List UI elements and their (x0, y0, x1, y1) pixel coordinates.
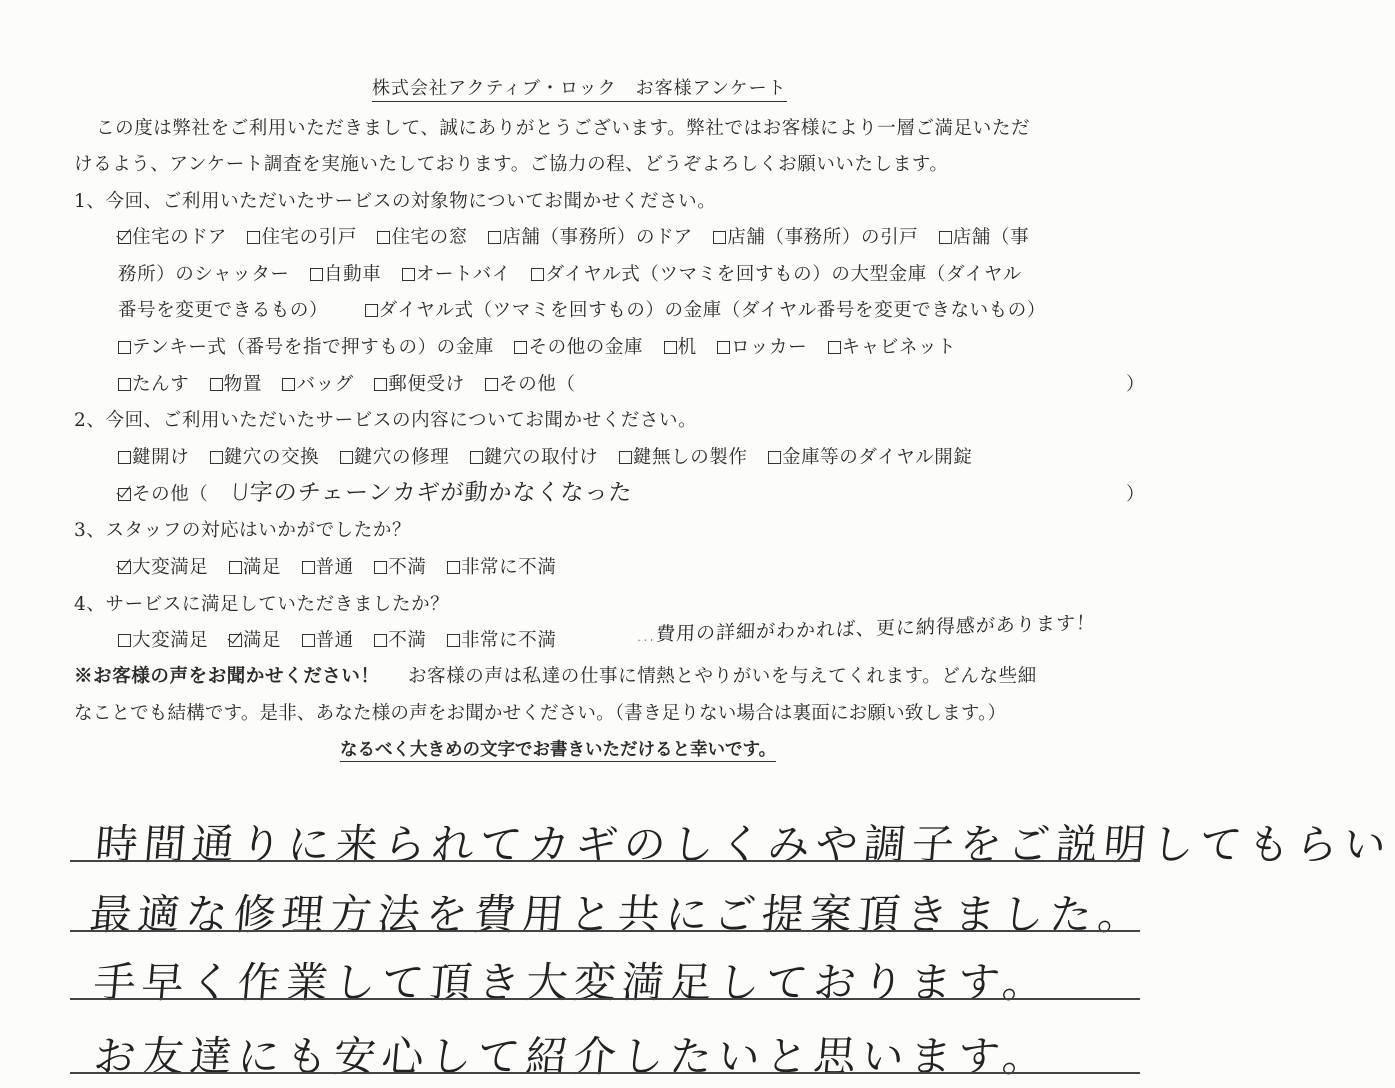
comment-line-2[interactable]: 最適な修理方法を費用と共にご提案頂きました。 (87, 890, 1148, 939)
checkbox-kagi-nashi[interactable] (619, 451, 632, 464)
checkbox-other-safe[interactable] (514, 341, 527, 354)
checkbox-tenpo-hikido[interactable] (713, 231, 726, 244)
checkbox-dial-safe[interactable] (365, 304, 378, 317)
checkbox-q3-hijo-fuman[interactable] (447, 561, 460, 574)
q1-row-3: 番号を変更できるもの） ダイヤル式（ツマミを回すもの）の金庫（ダイヤル番号を変更できないもの） (118, 300, 1046, 321)
checkbox-desk[interactable] (664, 341, 677, 354)
survey-title: 株式会社アクティブ・ロック お客様アンケート (372, 74, 787, 102)
comment-rule-1 (70, 860, 1140, 862)
checkbox-tenpo-shutter[interactable] (939, 231, 952, 244)
checkbox-cabinet[interactable] (828, 341, 841, 354)
checkbox-locker[interactable] (717, 341, 730, 354)
q2-other-close: ） (1126, 484, 1145, 505)
comment-line-1[interactable]: 時間通りに来られてカギのしくみや調子をご説明してもらい (93, 820, 1394, 869)
checkbox-jutaku-door[interactable] (118, 231, 131, 244)
voice-text-1: お客様の声は私達の仕事に情熱とやりがいを与えてくれます。どんな些細 (408, 666, 1037, 687)
checkbox-dial-kaijo[interactable] (768, 451, 781, 464)
checkbox-tansu[interactable] (118, 378, 131, 391)
checkbox-q4-hijo-fuman[interactable] (447, 634, 460, 647)
q3-options: 大変満足 満足 普通 不満 非常に不満 (118, 553, 556, 579)
q2-question: 2、今回、ご利用いただいたサービスの内容についてお聞かせください。 (74, 410, 698, 431)
intro-line-1: この度は弊社をご利用いただきまして、誠にありがとうございます。弊社ではお客様により一層ご満足いただ (96, 118, 1031, 139)
q2-options: 鍵開け 鍵穴の交換 鍵穴の修理 鍵穴の取付け 鍵無しの製作 金庫等のダイヤル開錠 (118, 443, 972, 469)
voice-heading: ※お客様の声をお聞かせください！ (74, 666, 380, 687)
voice-large-text-note: なるべく大きめの文字でお書きいただけると幸いです。 (340, 736, 776, 762)
checkbox-q4-manzoku[interactable] (229, 634, 242, 647)
checkbox-dial-large-safe[interactable] (531, 268, 544, 281)
checkbox-tenpo-door[interactable] (488, 231, 501, 244)
q1-row-5: たんす 物置 バッグ 郵便受け その他（ (118, 370, 576, 396)
checkbox-kagiana-kokan[interactable] (210, 451, 223, 464)
checkbox-bag[interactable] (282, 378, 295, 391)
q1-row-2: 務所）のシャッター 自動車 オートバイ ダイヤル式（ツマミを回すもの）の大型金庫（ダイヤル (118, 264, 1022, 285)
comment-line-4[interactable]: お友達にも安心して紹介したいと思います。 (91, 1032, 1053, 1081)
q2-other-handwriting[interactable]: U字のチェーンカギが動かなくなった (230, 480, 634, 506)
checkbox-q1-other[interactable] (485, 378, 498, 391)
q1-question: 1、今回、ご利用いただいたサービスの対象物についてお聞かせください。 (74, 191, 717, 212)
comment-line-3[interactable]: 手早く作業して頂き大変満足しております。 (91, 958, 1053, 1007)
checkbox-q4-taihen-manzoku[interactable] (118, 634, 131, 647)
checkbox-q4-futsu[interactable] (302, 634, 315, 647)
checkbox-q2-other[interactable] (118, 488, 131, 501)
q1-row-4: テンキー式（番号を指で押すもの）の金庫 その他の金庫 机 ロッカー キャビネット (118, 333, 956, 359)
comment-rule-2 (70, 930, 1140, 932)
q4-question: 4、サービスに満足していただきましたか？ (74, 594, 450, 615)
checkbox-kagiana-toritsuke[interactable] (470, 451, 483, 464)
checkbox-monooki[interactable] (210, 378, 223, 391)
checkbox-jutaku-mado[interactable] (377, 231, 390, 244)
checkbox-autobike[interactable] (402, 268, 415, 281)
q2-other-row: その他（ (118, 480, 208, 506)
voice-text-2: なことでも結構です。是非、あなた様の声をお聞かせください。（書き足りない場合は裏面にお願い致します。） (74, 703, 1007, 724)
comment-rule-3 (70, 998, 1140, 1000)
q1-other-close: ） (1126, 374, 1145, 395)
q4-handwritten-note: …費用の詳細がわかれば、更に納得感があります！ (635, 611, 1097, 647)
checkbox-q3-fuman[interactable] (374, 561, 387, 574)
q1-row-1: 住宅のドア 住宅の引戸 住宅の窓 店舗（事務所）のドア 店舗（事務所）の引戸 店舗（事 (118, 223, 1029, 249)
checkbox-q3-futsu[interactable] (302, 561, 315, 574)
checkbox-yubinuke[interactable] (374, 378, 387, 391)
checkbox-kagiana-shuri[interactable] (340, 451, 353, 464)
checkbox-tenkey-safe[interactable] (118, 341, 131, 354)
checkbox-q4-fuman[interactable] (374, 634, 387, 647)
q4-options: 大変満足 満足 普通 不満 非常に不満 (118, 626, 556, 652)
checkbox-q3-taihen-manzoku[interactable] (118, 561, 131, 574)
checkbox-kagiake[interactable] (118, 451, 131, 464)
checkbox-jutaku-hikido[interactable] (247, 231, 260, 244)
checkbox-jidosha[interactable] (310, 268, 323, 281)
comment-rule-4 (70, 1072, 1140, 1074)
q3-question: 3、スタッフの対応はいかがでしたか？ (74, 520, 412, 541)
checkbox-q3-manzoku[interactable] (229, 561, 242, 574)
intro-line-2: けるよう、アンケート調査を実施いたしております。ご協力の程、どうぞよろしくお願いいたします。 (74, 154, 949, 175)
